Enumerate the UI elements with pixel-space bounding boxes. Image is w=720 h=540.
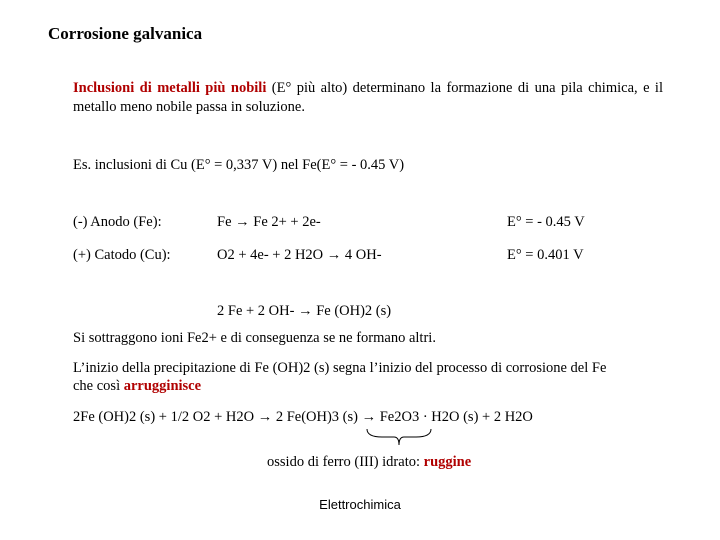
arrugginisce-word: arrugginisce (123, 378, 202, 394)
subtract-text: Si sottraggono ioni Fe2+ e di conseguenza se ne formano altri. (73, 330, 436, 346)
anodo-potential: E° = - 0.45 V (507, 214, 585, 230)
catodo-potential: E° = 0.401 V (507, 247, 584, 263)
precip-line1: L’inizio della precipitazione di Fe (OH)2 (s) segna l’inizio del processo di corrosione del Fe (73, 360, 607, 376)
rust-label (267, 454, 471, 471)
final-reaction: 2Fe (OH)2 (s) + 1/2 O2 + H2O → 2 Fe(OH)3 (s) → Fe2O3 · H2O (s) + 2 H2O (73, 409, 533, 425)
hydroxide-reaction: 2 Fe + 2 OH- → Fe (OH)2 (s) (217, 303, 392, 319)
brace-icon (366, 428, 432, 446)
precip-line2-pre: che così (73, 378, 124, 394)
intro-paragraph (73, 79, 663, 117)
catodo-label: (+) Catodo (Cu): (73, 247, 171, 263)
rust-label-text: ossido di ferro (III) idrato: (267, 454, 424, 470)
intro-rest: (E° più alto) determinano la formazione di una pila chimica, e il metallo meno nobile passa in soluzione. (73, 80, 663, 115)
anodo-label: (-) Anodo (Fe): (73, 214, 162, 230)
example-line: Es. inclusioni di Cu (E° = 0,337 V) nel Fe(E° = - 0.45 V) (73, 157, 405, 173)
page-title: Corrosione galvanica (48, 24, 203, 43)
intro-bold: Inclusioni di metalli più nobili (73, 80, 267, 96)
footer-text: Elettrochimica (319, 497, 401, 512)
precip-line2 (73, 378, 201, 395)
catodo-reaction: O2 + 4e- + 2 H2O → 4 OH- (217, 247, 382, 263)
ruggine-word: ruggine (423, 454, 472, 470)
anodo-reaction: Fe → Fe 2+ + 2e- (217, 214, 321, 230)
